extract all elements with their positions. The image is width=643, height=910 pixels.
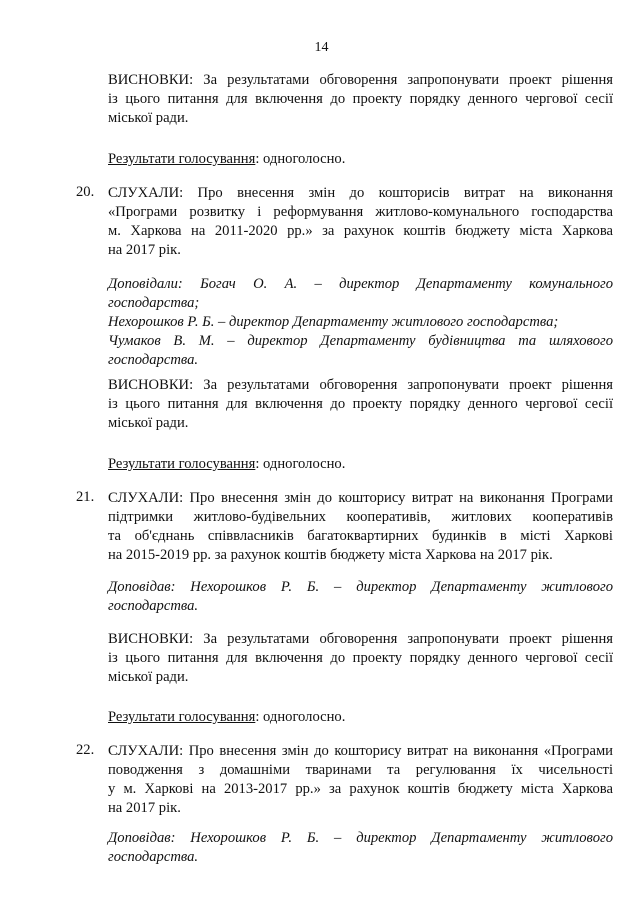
speakers-paragraph: [108, 275, 613, 370]
vote-result-label: Результати голосування: [108, 709, 256, 725]
speakers-paragraph: [108, 829, 613, 867]
text-line: міської ради.: [108, 415, 189, 431]
conclusion-paragraph: [108, 376, 613, 433]
text-line: із цього питання для включення до проекту порядку денного чергової сесії: [108, 650, 613, 666]
heard-paragraph: [108, 184, 613, 260]
text-line: підтримки житлово-будівельних кооперативів, житлових кооперативів: [108, 509, 613, 525]
text-line: Нехорошков Р. Б. – директор Департаменту житлового господарства;: [108, 314, 559, 330]
text-line: господарства.: [108, 352, 199, 368]
text-line: Доповідали: Богач О. А. – директор Департаменту комунального: [108, 276, 613, 292]
text-line: СЛУХАЛИ: Про внесення змін до кошторису витрат на виконання «Програми: [108, 743, 613, 759]
text-line: поводження з домашніми тваринами та регулювання їх чисельності: [108, 762, 613, 778]
text-line: ВИСНОВКИ: За результатами обговорення запропонувати проект рішення: [108, 72, 613, 88]
text-line: «Програми розвитку і реформування житлово-комунального господарства: [108, 204, 613, 220]
text-line: господарства.: [108, 849, 199, 865]
text-line: Чумаков В. М. – директор Департаменту будівництва та шляхового: [108, 333, 613, 349]
text-line: ВИСНОВКИ: За результатами обговорення запропонувати проект рішення: [108, 631, 613, 647]
text-line: із цього питання для включення до проекту порядку денного чергової сесії: [108, 396, 613, 412]
conclusion-paragraph: [108, 630, 613, 687]
text-line: м. Харкова на 2011-2020 рр.» за рахунок коштів бюджету міста Харкова: [108, 223, 613, 239]
text-line: на 2017 рік.: [108, 242, 181, 258]
vote-result-value: : одноголосно.: [255, 456, 346, 472]
vote-result-value: : одноголосно.: [255, 709, 346, 725]
item-number: 21.: [76, 489, 95, 505]
text-line: ВИСНОВКИ: За результатами обговорення запропонувати проект рішення: [108, 377, 613, 393]
text-line: міської ради.: [108, 110, 189, 126]
page-number: 14: [314, 40, 329, 55]
vote-result: [108, 455, 613, 474]
heard-paragraph: [108, 489, 613, 565]
text-line: господарства;: [108, 295, 200, 311]
text-line: із цього питання для включення до проекту порядку денного чергової сесії: [108, 91, 613, 107]
conclusion-paragraph: [108, 71, 613, 128]
text-line: господарства.: [108, 598, 199, 614]
text-line: міської ради.: [108, 669, 189, 685]
heard-paragraph: [108, 742, 613, 818]
text-line: СЛУХАЛИ: Про внесення змін до кошторисів витрат на виконання: [108, 185, 613, 201]
text-line: та об'єднань співвласників багатоквартирних будинків в місті Харкові: [108, 528, 613, 544]
text-line: Доповідав: Нехорошков Р. Б. – директор Департаменту житлового: [108, 579, 613, 595]
text-line: у м. Харкові на 2013-2017 рр.» за рахунок коштів бюджету міста Харкова: [108, 781, 613, 797]
vote-result: [108, 708, 613, 727]
speakers-paragraph: [108, 578, 613, 616]
text-line: на 2015-2019 рр. за рахунок коштів бюджету міста Харкова на 2017 рік.: [108, 547, 553, 563]
text-line: на 2017 рік.: [108, 800, 181, 816]
vote-result: [108, 150, 613, 169]
item-number: 22.: [76, 742, 95, 758]
vote-result-label: Результати голосування: [108, 456, 256, 472]
text-line: Доповідав: Нехорошков Р. Б. – директор Департаменту житлового: [108, 830, 613, 846]
vote-result-value: : одноголосно.: [255, 151, 346, 167]
vote-result-label: Результати голосування: [108, 151, 256, 167]
text-line: СЛУХАЛИ: Про внесення змін до кошторису витрат на виконання Програми: [108, 490, 613, 506]
item-number: 20.: [76, 184, 95, 200]
